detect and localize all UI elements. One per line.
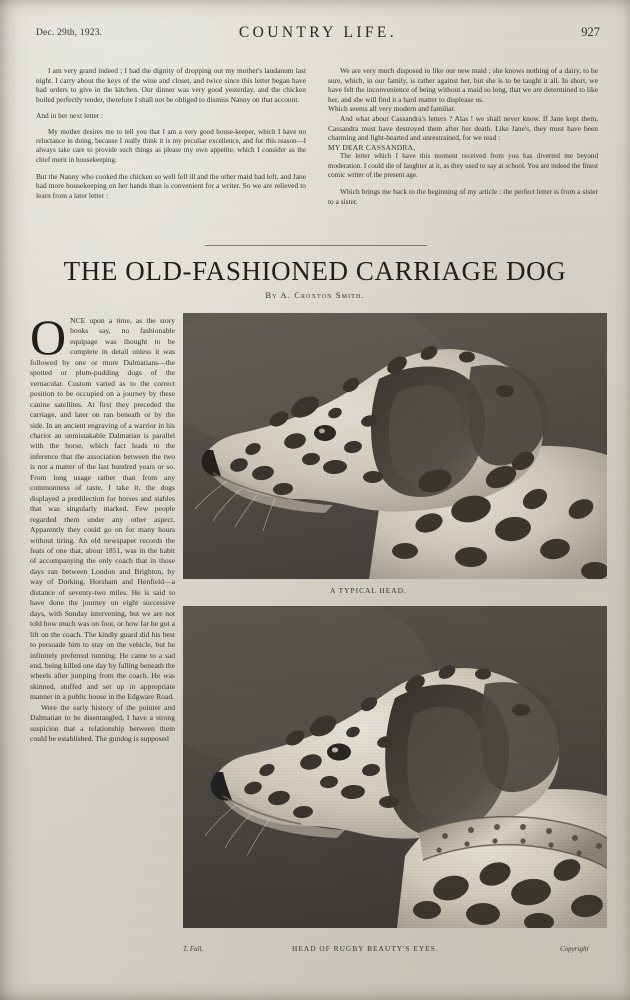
- article-headline: THE OLD-FASHIONED CARRIAGE DOG: [63, 256, 567, 286]
- drop-cap-letter: O: [30, 309, 67, 365]
- article-body-column: [30, 309, 175, 745]
- dalmatian-collar-photo: [183, 606, 607, 928]
- paragraph: NCE upon a time, as the story books say, no fashionable equipage was thought to be complete in detail unless it was followed by one or more Dalmatians—the spotted or plum-pudding dogs of the vernacular. Custom varied as to the correct position to be occupied on a journey by these canine satellites. At first they preceded the carriage, and later on ran beneath or by the side. In an ancient engraving of a warrior in his chariot an unmistakable Dalmatian is parallel with the horse, which fact leads to the inference that the association between the two is not a matter of the last hundred years or so. From long usage rather than from any commonness of taste, I take it, the dogs displayed a predilection for horses and stables that was singularly marked. Few people regarded them under any other aspect. Apparently they could go on for many hours without tiring. An old newspaper records the feats of one that, about 1851, was in the habit of accompanying the only coach that in those days ran between London and Brighton, by way of Dorking, Horsham and Henfield—a distance of seventy-two miles. He is said to have done the journey on eight successive days, with Sunday intervening, but we are not told how much was on foot, or how far he got a lift on the coach. The kindly guard did his best to persuade him to stay on the vehicle, but he infinitely preferred running. He came to a sad end, being killed one day by falling beneath the wheels after jumping from the coach. He was skinned, stuffed and set up in appropriate manner in a public house in the Edgware Road.: [30, 316, 175, 702]
- paragraph: Which brings me back to the beginning of my article : the perfect letter is from a sister to a sister.: [328, 186, 598, 206]
- figure-caption-1: A TYPICAL HEAD.: [330, 586, 407, 595]
- figure-dalmatian-typical-head: [183, 313, 607, 579]
- page-number: 927: [581, 25, 600, 39]
- section-divider-rule: [205, 245, 427, 246]
- running-head: [36, 24, 600, 46]
- masthead-title: COUNTRY LIFE.: [238, 24, 398, 41]
- issue-date: Dec. 29th, 1923.: [36, 28, 103, 38]
- paragraph: But the Nanny who cooked the chicken so well fell ill and the other maid had left, and Jane had more housekeeping on her hands than is convenient for a writer. So we are relieved to learn from a later letter :: [36, 171, 306, 200]
- paragraph: Were the early history of the pointer and Dalmatian to be disentangled, I have a strong suspicion that a relationship between them could be established. The gundog is supposed: [30, 702, 175, 744]
- paragraph: I am very grand indeed ; I had the dignity of dropping out my mother's laudanum last night. I carry about the keys of the wine and closet, and twice since this letter began have had orders to give in the kitchen. Our dinner was very good yesterday, and the chicken boiled perfectly tender, therefore I shall not be obliged to dismiss Nanny on that account.: [36, 66, 306, 104]
- letters-section: [36, 66, 598, 206]
- dalmatian-head-photo: [183, 313, 607, 579]
- figure-caption-2: HEAD OF RUGBY BEAUTY'S EYES.: [292, 944, 439, 953]
- letters-right-column: [328, 66, 598, 206]
- letter-salutation: MY DEAR CASSANDRA,: [328, 142, 416, 152]
- figure-dalmatian-rugby-beautys-eyes: [183, 606, 607, 928]
- article-byline: By A. Croxton Smith.: [265, 290, 365, 300]
- photographer-credit: T. Fall.: [183, 945, 204, 953]
- paragraph: My mother desires me to tell you that I am a very good house-keeper, which I have no reluctance in doing, because I really think it is my peculiar excellence, and for this reason—I always take care to provide such things as please my own appetite, which I consider as the chief merit in housekeeping.: [36, 127, 306, 164]
- paragraph: Which seems all very modern and familiar.: [328, 104, 456, 114]
- copyright-notice: Copyright: [560, 945, 589, 953]
- paragraph: And what about Cassandra's letters ? Alas ! we shall never know. If Jane kept them, Cassandra must have destroyed them after her death. Like Jane's, they must have been charming and light-hearted and unrestrained, for we read :: [328, 113, 598, 143]
- paragraph: And in her next letter :: [36, 111, 104, 121]
- paragraph: We are very much disposed to like our new maid ; she knows nothing of a dairy, to be sure, which, in our family, is rather against her, but she is to be taught it all. In short, we have felt the inconvenience of being without a maid so long, that we are determined to like her, and she will find it a hard matter to displease us.: [328, 66, 598, 104]
- letters-left-column: [36, 66, 306, 206]
- paragraph: The letter which I have this moment received from you has diverted me beyond moderation. I could die of laughter at it, as they used to say at school. You are indeed the finest comic writer of the present age.: [328, 152, 598, 179]
